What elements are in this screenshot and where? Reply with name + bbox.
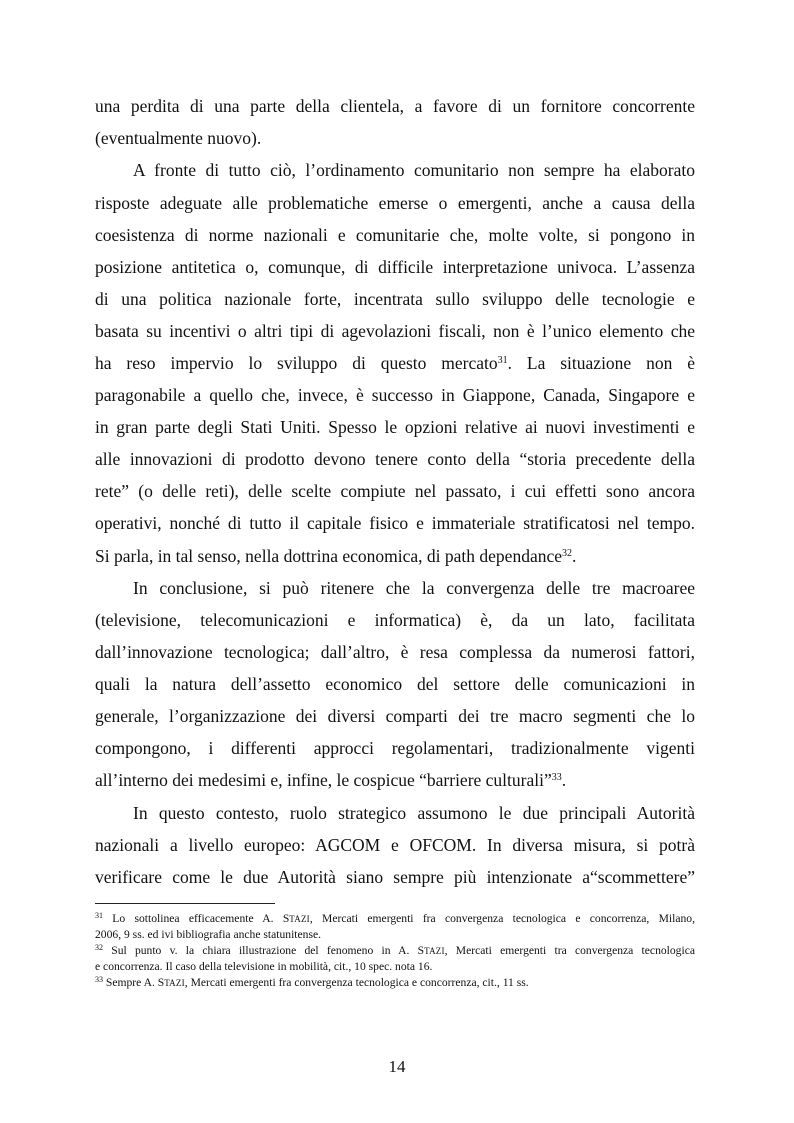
footnote-number: 33: [95, 975, 103, 984]
paragraph-start: In conclusione, si può ritenere che la convergenza delle tre macroaree: [133, 578, 695, 598]
footnote-32-cont: e concorrenza. Il caso della televisione in mobilità, cit., 10 spec. nota 16.: [95, 960, 433, 973]
body-text: ha reso impervio lo sviluppo di questo mercato: [95, 353, 498, 373]
body-text: all’interno dei medesimi e, infine, le cospicue “barriere culturali”: [95, 770, 552, 790]
body-text: .: [561, 770, 567, 790]
footnote-ref-32[interactable]: 32: [562, 548, 572, 559]
paragraph-start: In questo contesto, ruolo strategico assumono le due principali Autorità: [133, 803, 695, 823]
footnote-number: 31: [95, 911, 103, 920]
body-line: [95, 546, 695, 566]
body-line: operativi, nonché di tutto il capitale fisico e immateriale stratificatosi nel tempo.: [95, 513, 695, 533]
footnote-text: Lo sottolinea efficacemente A. S: [103, 912, 290, 925]
body-line: risposte adeguate alle problematiche emerse o emergenti, anche a causa della: [95, 193, 695, 213]
footnote-31: [95, 912, 695, 926]
footnote-text: , Mercati emergenti fra convergenza tecnologica e concorrenza, Milano,: [309, 912, 695, 925]
body-line: dall’innovazione tecnologica; dall’altro, è resa complessa da numerosi fattori,: [95, 642, 695, 662]
body-line: (eventualmente nuovo).: [95, 128, 262, 148]
footnote-ref-33[interactable]: 33: [551, 772, 562, 783]
author-small-caps: TAZI: [164, 978, 185, 988]
body-line: basata su incentivi o altri tipi di agevolazioni fiscali, non è l’unico elemento che: [95, 321, 695, 341]
footnote-separator: [95, 903, 275, 904]
footnote-33: [95, 976, 695, 990]
page-number: 14: [388, 1057, 406, 1076]
body-line: compongono, i differenti approcci regolamentari, tradizionalmente vigenti: [95, 738, 695, 758]
footnote-text: , Mercati emergenti tra convergenza tecnologica: [444, 944, 695, 957]
body-line: una perdita di una parte della clientela, a favore di un fornitore concorrente: [95, 96, 695, 116]
body-line: paragonabile a quello che, invece, è successo in Giappone, Canada, Singapore e: [95, 385, 695, 405]
body-text: Si parla, in tal senso, nella dottrina economica, di path dependance: [95, 546, 562, 566]
body-text: . La situazione non è: [507, 353, 695, 373]
body-line: alle innovazioni di prodotto devono tenere conto della “storia precedente della: [95, 449, 695, 469]
body-line: in gran parte degli Stati Uniti. Spesso le opzioni relative ai nuovi investimenti e: [95, 417, 695, 437]
footnote-text: , Mercati emergenti fra convergenza tecnologica e concorrenza, cit., 11 ss.: [184, 976, 529, 989]
body-line: (televisione, telecomunicazioni e informatica) è, da un lato, facilitata: [95, 610, 695, 630]
author-small-caps: TAZI: [289, 914, 310, 924]
author-small-caps: TAZI: [424, 946, 445, 956]
body-line: posizione antitetica o, comunque, di difficile interpretazione univoca. L’assenza: [95, 257, 695, 277]
body-text: .: [572, 546, 577, 566]
body-line: verificare come le due Autorità siano sempre più intenzionate a“scommettere”: [95, 867, 695, 887]
body-line: [95, 770, 695, 790]
footnote-text: Sul punto v. la chiara illustrazione del fenomeno in A. S: [103, 944, 425, 957]
footnote-31-cont: 2006, 9 ss. ed ivi bibliografia anche statunitense.: [95, 928, 322, 941]
footnote-number: 32: [95, 943, 103, 952]
body-line: nazionali a livello europeo: AGCOM e OFCOM. In diversa misura, si potrà: [95, 835, 695, 855]
body-line: rete” (o delle reti), delle scelte compiute nel passato, i cui effetti sono ancora: [95, 481, 695, 501]
footnote-32: [95, 944, 695, 958]
body-line: [95, 353, 695, 373]
footnote-text: Sempre A. S: [103, 976, 165, 989]
footnote-ref-31[interactable]: 31: [497, 355, 508, 366]
paragraph-start: A fronte di tutto ciò, l’ordinamento comunitario non sempre ha elaborato: [133, 160, 695, 180]
body-line: quali la natura dell’assetto economico del settore delle comunicazioni in: [95, 674, 695, 694]
body-line: coesistenza di norme nazionali e comunitarie che, molte volte, si pongono in: [95, 225, 695, 245]
body-line: generale, l’organizzazione dei diversi comparti dei tre macro segmenti che lo: [95, 706, 695, 726]
body-line: di una politica nazionale forte, incentrata sullo sviluppo delle tecnologie e: [95, 289, 695, 309]
